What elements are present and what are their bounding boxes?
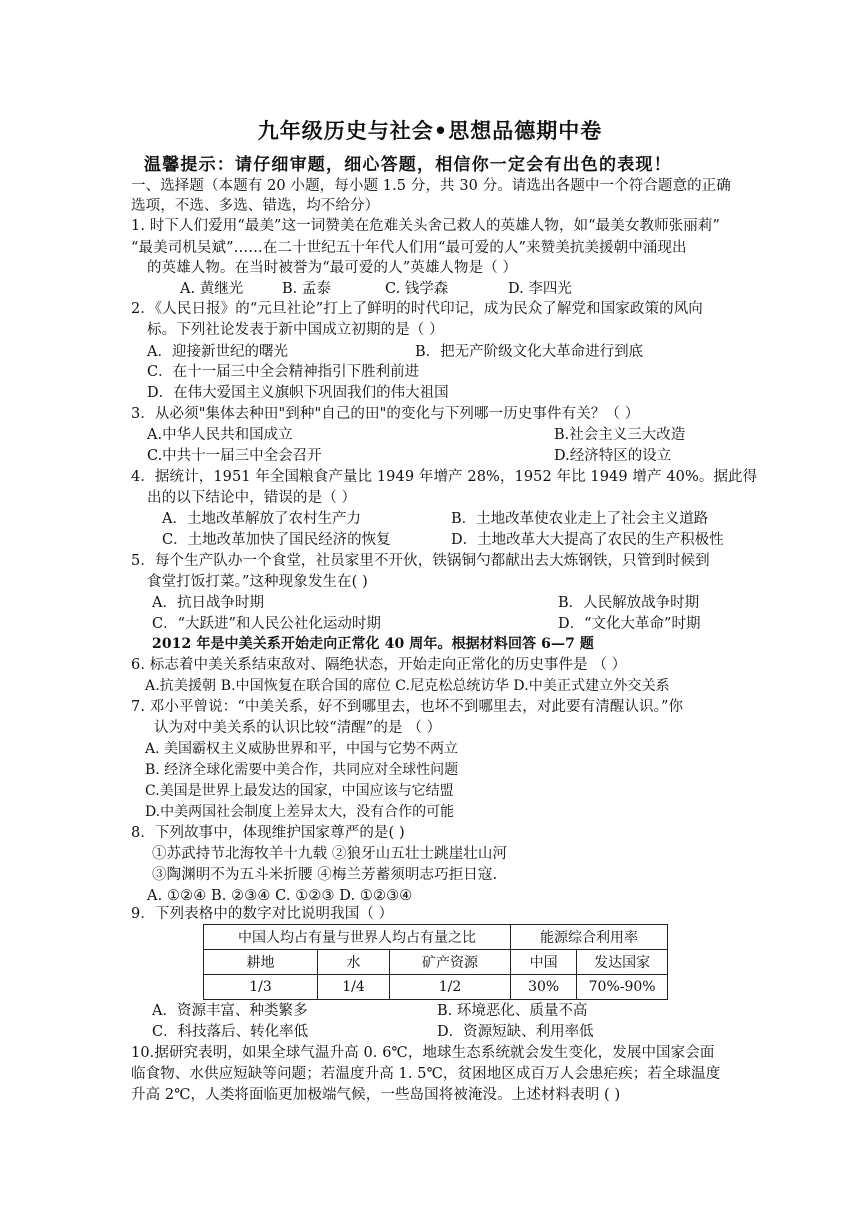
q2-option-c: C．在十一届三中全会精神指引下胜利前进 [147, 364, 420, 380]
table-col-header: 矿产资源 [390, 950, 511, 975]
q4-stem: 出的以下结论中，错误的是（ ） [147, 490, 357, 506]
table-header: 中国人均占有量与世界人均占有量之比 [204, 925, 511, 950]
page-title: 九年级历史与社会•思想品德期中卷 [257, 118, 603, 143]
table-col-header: 中国 [511, 950, 577, 975]
section-instructions: 一、选择题（本题有 20 小题，每小题 1.5 分，共 30 分。请选出各题中一个符合题意的正确 [131, 178, 731, 194]
q3-option-a: A.中华人民共和国成立 [147, 427, 293, 443]
table-cell: 70%-90% [577, 975, 668, 1000]
q1-stem: 的英雄人物。在当时被誉为“最可爱的人”英雄人物是（ ） [147, 260, 518, 276]
table-col-header: 水 [318, 950, 390, 975]
q6-stem: 6. 标志着中美关系结束敌对、隔绝状态，开始走向正常化的历史事件是 （ ） [131, 657, 627, 673]
table-header: 能源综合利用率 [511, 925, 668, 950]
resource-table [203, 924, 668, 1000]
q9-option-a: A．资源丰富、种类繁多 [152, 1003, 308, 1019]
q4-option-c: C．土地改革加快了国民经济的恢复 [162, 532, 391, 548]
q1-stem: “最美司机吴斌”……在二十世纪五十年代人们用“最可爱的人”来赞美抗美援朝中涌现出 [131, 240, 687, 256]
q7-option-a: A. 美国霸权主义威胁世界和平，中国与它势不两立 [145, 741, 459, 757]
q8-item: ③陶渊明不为五斗米折腰 ④梅兰芳蓄须明志巧拒日寇. [152, 867, 498, 883]
q9-stem: 9．下列表格中的数字对比说明我国（ ） [131, 906, 394, 922]
table-cell: 1/3 [204, 975, 318, 1000]
q4-option-b: B．土地改革使农业走上了社会主义道路 [451, 511, 709, 527]
q5-stem: 食堂打饭打菜。”这种现象发生在( ) [147, 574, 368, 590]
q4-stem: 4．据统计，1951 年全国粮食产量比 1949 年增产 28%，1952 年比 1949 增产 40%。据此得 [131, 469, 758, 485]
q7-stem: 认为对中美关系的认识比较“清醒”的是 （ ） [154, 720, 442, 736]
q1-option-d: D. 李四光 [508, 281, 572, 297]
q6-options: A.抗美援朝 B.中国恢复在联合国的席位 C.尼克松总统访华 D.中美正式建立外交关系 [145, 678, 670, 694]
q5-option-b: B．人民解放战争时期 [558, 595, 700, 611]
q4-option-d: D．土地改革大大提高了农民的生产积极性 [451, 532, 724, 548]
q2-option-b: B．把无产阶级文化大革命进行到底 [415, 344, 644, 360]
q2-stem: 2．《人民日报》的“元旦社论”打上了鲜明的时代印记，成为民众了解党和国家政策的风向 [131, 301, 703, 317]
q10-stem: 10.据研究表明，如果全球气温升高 0. 6℃，地球生态系统就会发生变化，发展中国家会面 [131, 1045, 715, 1061]
q10-stem: 临食物、水供应短缺等问题；若温度升高 1. 5℃，贫困地区成百万人会患疟疾；若全球温度 [131, 1066, 721, 1082]
q7-option-c: C.美国是世界上最发达的国家，中国应该与它结盟 [145, 783, 454, 799]
tip-text: 温馨提示：请仔细审题，细心答题，相信你一定会有出色的表现！ [144, 155, 672, 175]
q9-option-d: D．资源短缺、利用率低 [437, 1024, 594, 1040]
q8-item: ①苏武持节北海牧羊十九载 ②狼牙山五壮士跳崖壮山河 [152, 846, 508, 862]
q4-option-a: A．土地改革解放了农村生产力 [162, 511, 361, 527]
q7-option-b: B. 经济全球化需要中美合作，共同应对全球性问题 [145, 762, 459, 778]
q2-option-a: A．迎接新世纪的曙光 [147, 344, 288, 360]
q9-option-c: C．科技落后、转化率低 [152, 1024, 309, 1040]
q7-option-d: D.中美两国社会制度上差异太大，没有合作的可能 [145, 804, 455, 820]
table-cell: 1/4 [318, 975, 390, 1000]
q8-stem: 8．下列故事中，体现维护国家尊严的是( ) [131, 825, 405, 841]
q8-options: A. ①②④ B. ②③④ C. ①②③ D. ①②③④ [147, 888, 413, 904]
q5-option-d: D．“文化大革命”时期 [558, 616, 701, 632]
q3-option-d: D.经济特区的设立 [554, 448, 672, 464]
q1-stem: 1. 时下人们爱用“最美”这一词赞美在危难关头舍己救人的英雄人物，如“最美女教师张丽莉” [131, 218, 720, 234]
q1-option-c: C. 钱学森 [385, 281, 449, 297]
q5-stem: 5．每个生产队办一个食堂，社员家里不开伙，铁锅铜勺都献出去大炼钢铁，只管到时候到 [131, 553, 710, 569]
q5-option-c: C．“大跃进”和人民公社化运动时期 [152, 616, 381, 632]
table-cell: 1/2 [390, 975, 511, 1000]
q2-stem: 标。下列社论发表于新中国成立初期的是（ ） [147, 322, 444, 338]
section-instructions-cont: 选项，不选、多选、错选，均不给分） [131, 198, 380, 214]
q1-option-a: A. 黄继光 [180, 281, 244, 297]
q7-stem: 7. 邓小平曾说：“中美关系，好不到哪里去，也坏不到哪里去，对此要有清醒认识。”你 [131, 699, 684, 715]
table-cell: 30% [511, 975, 577, 1000]
q3-option-b: B.社会主义三大改造 [554, 427, 686, 443]
q5-option-a: A．抗日战争时期 [152, 595, 264, 611]
q2-option-d: D．在伟大爱国主义旗帜下巩固我们的伟大祖国 [147, 385, 449, 401]
material-intro: 2012 年是中美关系开始走向正常化 40 周年。根据材料回答 6—7 题 [152, 636, 594, 652]
table-col-header: 发达国家 [577, 950, 668, 975]
q3-option-c: C.中共十一届三中全会召开 [147, 448, 322, 464]
q10-stem: 升高 2℃，人类将面临更加极端气候，一些岛国将被淹没。上述材料表明 ( ) [131, 1087, 621, 1103]
q9-option-b: B. 环境恶化、质量不高 [437, 1003, 588, 1019]
q3-stem: 3．从必须"集体去种田"到种"自己的田"的变化与下列哪一历史事件有关？（ ） [131, 406, 640, 422]
q1-option-b: B. 孟泰 [282, 281, 331, 297]
table-col-header: 耕地 [204, 950, 318, 975]
